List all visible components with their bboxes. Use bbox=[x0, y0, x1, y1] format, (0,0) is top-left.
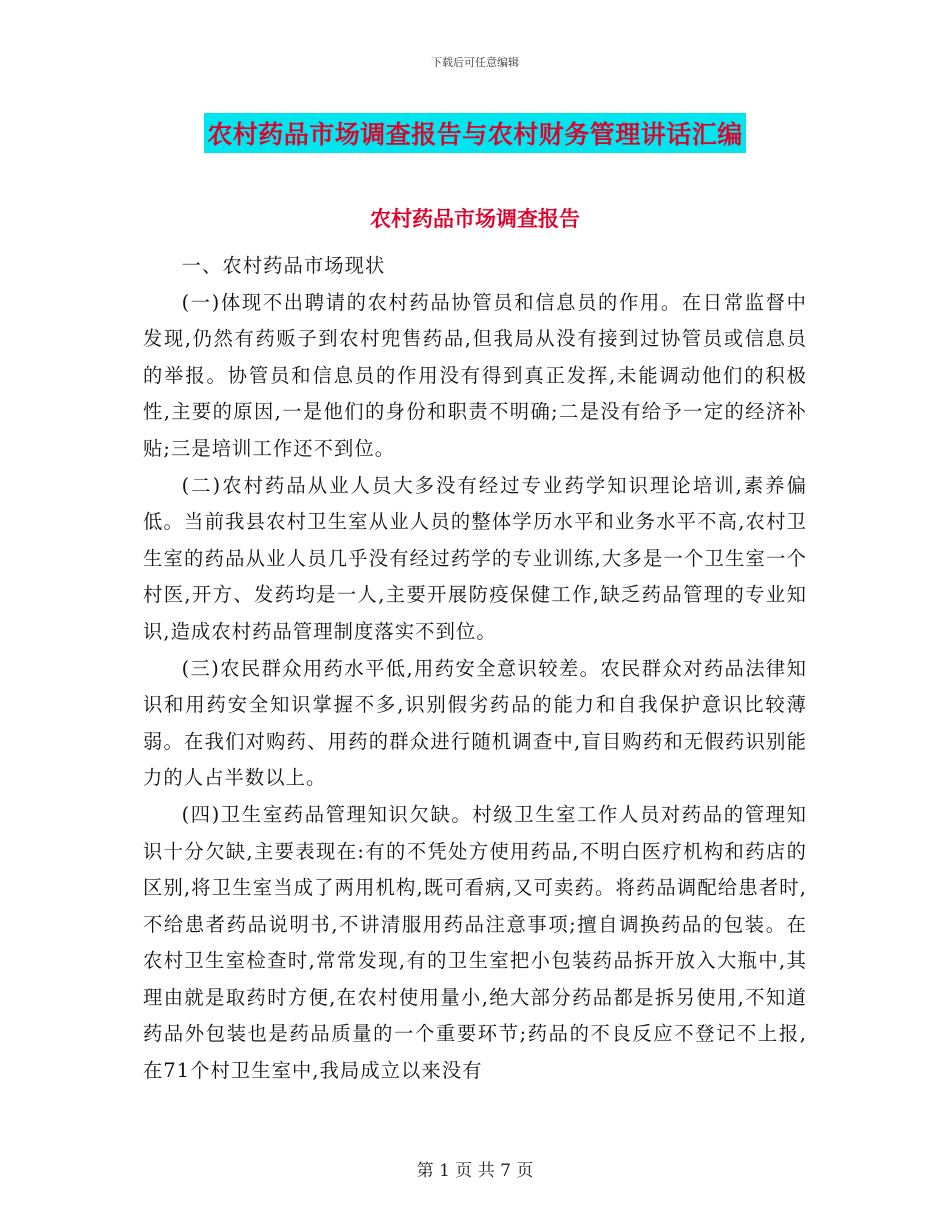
paragraph-heading-1: 一、农村药品市场现状 bbox=[181, 254, 386, 277]
paragraph: (四)卫生室药品管理知识欠缺。村级卫生室工作人员对药品的管理知识十分欠缺,主要表现在:有的不凭处方使用药品,不明白医疗机构和药店的区别,将卫生室当成了两用机构,既可看病,又可卖药。将药品调配给患者时,不给患者药品说明书,不讲清服用药品注意事项;擅自调换药品的包装。在农村卫生室检查时,常常发现,有的卫生室把小包装药品拆开放入大瓶中,其理由就是取药时方便,在农村使用量小,绝大部分药品都是拆另使用,不知道药品外包装也是药品质量的一个重要环节;药品的不良反应不登记不上报,在71个村卫生室中,我局成立以来没有 bbox=[143, 802, 807, 1083]
paragraph: (三)农民群众用药水平低,用药安全意识较差。农民群众对药品法律知识和用药安全知识掌握不多,识别假劣药品的能力和自我保护意识比较薄弱。在我们对购药、用药的群众进行随机调查中,盲目购药和无假药识别能力的人占半数以上。 bbox=[143, 656, 807, 790]
paragraph: (一)体现不出聘请的农村药品协管员和信息员的作用。在日常监督中发现,仍然有药贩子到农村兜售药品,但我局从没有接到过协管员或信息员的举报。协管员和信息员的作用没有得到真正发挥,未能调动他们的积极性,主要的原因,一是他们的身份和职责不明确;二是没有给予一定的经济补贴;三是培训工作还不到位。 bbox=[143, 290, 807, 460]
main-title-container bbox=[0, 113, 950, 153]
section-title: 农村药品市场调查报告 bbox=[370, 207, 580, 231]
body-text bbox=[143, 248, 807, 1090]
paragraph: (二)农村药品从业人员大多没有经过专业药学知识理论培训,素养偏低。当前我县农村卫生室从业人员的整体学历水平和业务水平不高,农村卫生室的药品从业人员几乎没有经过药学的专业训练,大多是一个卫生室一个村医,开方、发药均是一人,主要开展防疫保健工作,缺乏药品管理的专业知识,造成农村药品管理制度落实不到位。 bbox=[143, 473, 807, 643]
page-footer: 第 1 页 共 7 页 bbox=[416, 1161, 534, 1181]
page-header-note: 下载后可任意编辑 bbox=[431, 56, 519, 69]
main-title: 农村药品市场调查报告与农村财务管理讲话汇编 bbox=[204, 113, 746, 153]
